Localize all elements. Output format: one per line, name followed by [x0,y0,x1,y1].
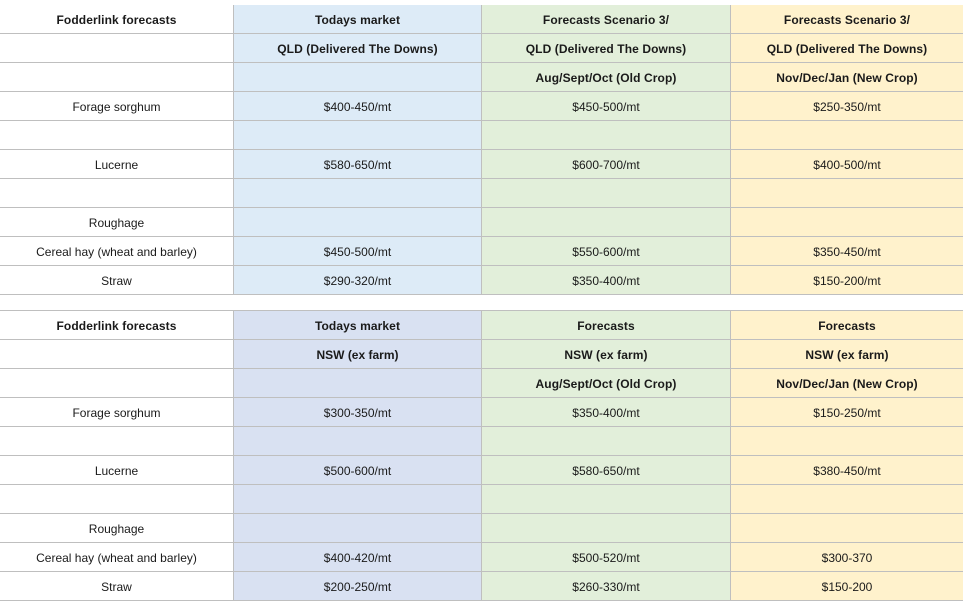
price-cell[interactable]: $350-450/mt [731,237,963,266]
season-cell[interactable] [0,369,234,398]
product-label[interactable]: Straw [0,266,234,295]
price-cell[interactable]: $290-320/mt [234,266,482,295]
header-cell[interactable]: Forecasts [482,311,731,340]
price-cell[interactable]: $150-200 [731,572,963,601]
header-cell[interactable]: Forecasts Scenario 3/ [731,5,963,34]
table-row [0,179,963,208]
product-label[interactable]: Cereal hay (wheat and barley) [0,543,234,572]
header-cell[interactable]: Fodderlink forecasts [0,5,234,34]
empty-cell[interactable] [234,121,482,150]
header-cell[interactable]: Forecasts [731,311,963,340]
empty-cell[interactable] [0,179,234,208]
region-cell[interactable]: NSW (ex farm) [731,340,963,369]
table-row [0,92,963,121]
price-cell[interactable]: $600-700/mt [482,150,731,179]
empty-cell[interactable] [234,208,482,237]
price-cell[interactable]: $500-600/mt [234,456,482,485]
price-cell[interactable]: $400-420/mt [234,543,482,572]
price-cell[interactable]: $300-370 [731,543,963,572]
header-row [0,5,963,34]
table-row [0,208,963,237]
region-row [0,34,963,63]
table-row [0,456,963,485]
price-cell[interactable]: $500-520/mt [482,543,731,572]
empty-cell[interactable] [0,485,234,514]
category-label[interactable]: Roughage [0,514,234,543]
empty-cell[interactable] [482,427,731,456]
price-cell[interactable]: $300-350/mt [234,398,482,427]
season-cell[interactable]: Aug/Sept/Oct (Old Crop) [482,369,731,398]
empty-cell[interactable] [482,121,731,150]
season-row [0,369,963,398]
region-cell[interactable] [0,340,234,369]
region-cell[interactable]: QLD (Delivered The Downs) [482,34,731,63]
region-cell[interactable]: NSW (ex farm) [482,340,731,369]
product-label[interactable]: Forage sorghum [0,398,234,427]
empty-cell[interactable] [0,427,234,456]
empty-cell[interactable] [731,121,963,150]
header-cell[interactable]: Todays market [234,5,482,34]
season-cell[interactable]: Nov/Dec/Jan (New Crop) [731,369,963,398]
empty-cell[interactable] [731,485,963,514]
season-cell[interactable]: Nov/Dec/Jan (New Crop) [731,63,963,92]
empty-cell[interactable] [482,485,731,514]
table-row [0,266,963,295]
price-cell[interactable]: $450-500/mt [234,237,482,266]
spreadsheet [0,5,963,601]
price-cell[interactable]: $400-500/mt [731,150,963,179]
season-cell[interactable]: Aug/Sept/Oct (Old Crop) [482,63,731,92]
empty-cell[interactable] [482,208,731,237]
empty-cell[interactable] [482,179,731,208]
season-cell[interactable] [0,63,234,92]
region-cell[interactable]: QLD (Delivered The Downs) [234,34,482,63]
price-cell[interactable]: $260-330/mt [482,572,731,601]
header-cell[interactable]: Todays market [234,311,482,340]
empty-cell[interactable] [234,485,482,514]
price-cell[interactable]: $550-600/mt [482,237,731,266]
header-cell[interactable]: Fodderlink forecasts [0,311,234,340]
nsw-forecast-table [0,311,963,601]
product-label[interactable]: Lucerne [0,150,234,179]
price-cell[interactable]: $580-650/mt [482,456,731,485]
price-cell[interactable]: $380-450/mt [731,456,963,485]
season-cell[interactable] [234,369,482,398]
price-cell[interactable]: $400-450/mt [234,92,482,121]
product-label[interactable]: Lucerne [0,456,234,485]
empty-cell[interactable] [731,179,963,208]
empty-cell[interactable] [482,514,731,543]
qld-forecast-table [0,5,963,295]
table-row [0,150,963,179]
table-row [0,543,963,572]
table-separator [0,295,963,311]
product-label[interactable]: Cereal hay (wheat and barley) [0,237,234,266]
price-cell[interactable]: $350-400/mt [482,266,731,295]
table-row [0,572,963,601]
table-row [0,237,963,266]
empty-cell[interactable] [0,121,234,150]
product-label[interactable]: Straw [0,572,234,601]
region-cell[interactable] [0,34,234,63]
empty-cell[interactable] [234,427,482,456]
season-cell[interactable] [234,63,482,92]
season-row [0,63,963,92]
table-row [0,485,963,514]
price-cell[interactable]: $350-400/mt [482,398,731,427]
price-cell[interactable]: $200-250/mt [234,572,482,601]
price-cell[interactable]: $580-650/mt [234,150,482,179]
empty-cell[interactable] [234,179,482,208]
price-cell[interactable]: $150-200/mt [731,266,963,295]
price-cell[interactable]: $450-500/mt [482,92,731,121]
header-row [0,311,963,340]
region-cell[interactable]: NSW (ex farm) [234,340,482,369]
product-label[interactable]: Forage sorghum [0,92,234,121]
table-row [0,398,963,427]
empty-cell[interactable] [731,514,963,543]
header-cell[interactable]: Forecasts Scenario 3/ [482,5,731,34]
empty-cell[interactable] [731,427,963,456]
empty-cell[interactable] [234,514,482,543]
empty-cell[interactable] [731,208,963,237]
price-cell[interactable]: $150-250/mt [731,398,963,427]
table-row [0,514,963,543]
table-row [0,121,963,150]
region-row [0,340,963,369]
region-cell[interactable]: QLD (Delivered The Downs) [731,34,963,63]
table-row [0,427,963,456]
category-label[interactable]: Roughage [0,208,234,237]
price-cell[interactable]: $250-350/mt [731,92,963,121]
